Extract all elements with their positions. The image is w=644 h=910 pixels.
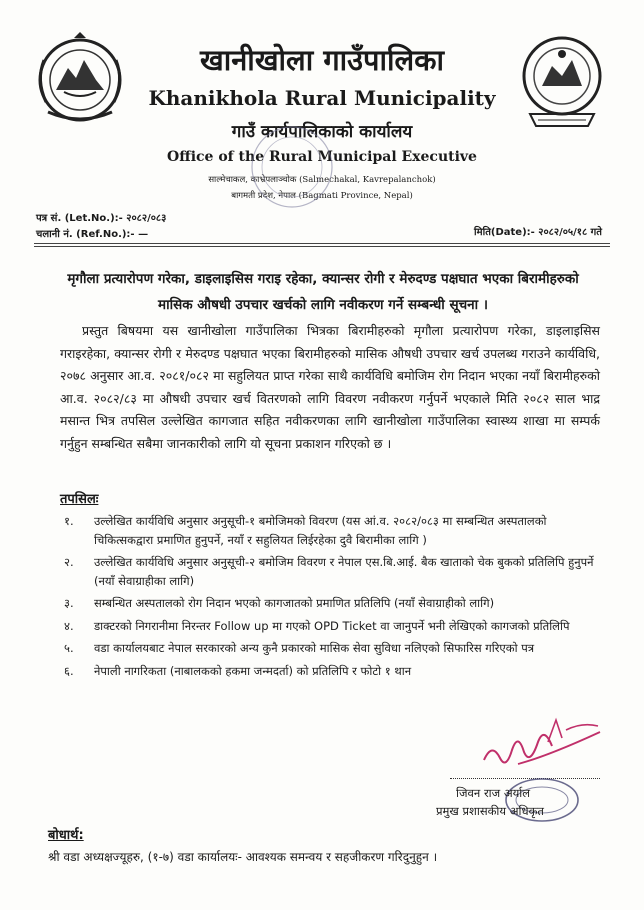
letter-date: मिति(Date):- २०८२/०५/१८ गते bbox=[474, 227, 602, 238]
municipality-title-en: Khanikhola Rural Municipality bbox=[148, 86, 496, 110]
list-item: ६. नेपाली नागरिकता (नाबालकको हकमा जन्मदर्ता) को प्रतिलिपि र फोटो १ थान bbox=[64, 663, 412, 678]
signatory-title: प्रमुख प्रशासकीय अधिकृत bbox=[436, 804, 544, 818]
faint-stamp bbox=[245, 120, 340, 215]
details-heading: तपसिलः bbox=[60, 492, 99, 507]
notice-body-text: प्रस्तुत बिषयमा यस खानीखोला गाउँपालिका भित्रका बिरामीहरुको मृगौला प्रत्यारोपण गरेका, डाइलाइसिस गराइरहेका, क्यान्सर रोगी र मेरुदण्ड पक्षघात भएका बिरामीहरुको मासिक औषधी उपचार खर्च उपलब्ध गराउने कार्यविधि, २०७८ अनुसार आ.व. २०८१/०८२ मा सहुलियत प्राप्त गरेका साथै कार्यविधि बमोजिम रोग निदान भएका नयाँ बिरामीहरुको आ.व. २०८२/८३ मा औषधी उपचार खर्च वितरणको लागि विवरण नवीकरण गर्नुपर्ने भएकाले मिति २०८२ साल भाद्र मसान्त भित्र तपसिल उल्लेखित कागजात सहित नवीकरणका लागि खानीखोला गाउँपालिका स्वास्थ्य शाखा मा सम्पर्क गर्नुहुन सम्बन्धित सबैमा जानकारीको लागि यो सूचना प्रकाशन गरिएको छ । bbox=[60, 323, 600, 451]
requirements-list bbox=[64, 512, 609, 684]
municipality-title-np: खानीखोला गाउँपालिका bbox=[199, 43, 444, 77]
notice-subject: मृगौला प्रत्यारोपण गरेका, डाइलाइसिस गराइ रहेका, क्यान्सर रोगी र मेरुदण्ड पक्षघात भएका बिरामीहरुको मासिक औषधी उपचार खर्चको लागि नवीकरण गर्ने सम्बन्धी सूचना । bbox=[67, 271, 579, 313]
list-item: ४. डाक्टरको निगरानीमा निरन्तर Follow up मा गएको OPD Ticket वा जानुपर्ने भनी लेखिएको कागजको प्रतिलिपि bbox=[64, 618, 570, 633]
handwritten-signature bbox=[478, 712, 608, 776]
list-item: ३. सम्बन्धित अस्पतालको रोग निदान भएको कागजातको प्रमाणित प्रतिलिपि (नयाँ सेवाग्राहीको लागि) bbox=[64, 596, 495, 610]
address-line-2: बागमती प्रदेश, नेपाल (Bagmati Province, Nepal) bbox=[231, 191, 413, 201]
notice-body bbox=[60, 320, 600, 455]
office-title-en: Office of the Rural Municipal Executive bbox=[167, 149, 477, 165]
letter-number: पत्र सं. (Let.No.):- २०८२/०८३ bbox=[36, 213, 167, 224]
cc-text: श्री वडा अध्यक्षज्यूहरु, (१-७) वडा कार्यालयः- आवश्यक समन्वय र सहजीकरण गरिदुनुहुन । bbox=[48, 850, 438, 864]
address-line-1: साल्मेचाकल, काभ्रेपलाञ्चोक (Salmechakal, Kavrepalanchok) bbox=[208, 175, 436, 185]
cc-heading: बोधार्थ: bbox=[48, 828, 84, 843]
list-item: १. उल्लेखित कार्यविधि अनुसार अनुसूची-१ बमोजिमको विवरण (यस आं.व. २०८२/०८३ मा सम्बन्धित अस्पतालको चिकित्सकद्वारा प्रमाणित हुनुपर्ने, नयाँ र सहुलियत लिईरहेका दुवै बिरामीका लागि ) bbox=[64, 514, 547, 547]
office-title-np: गाउँ कार्यपालिकाको कार्यालय bbox=[231, 122, 413, 142]
signatory-name: जिवन राज अर्याल bbox=[456, 786, 531, 800]
header-divider-2 bbox=[34, 246, 610, 247]
list-item: २. उल्लेखित कार्यविधि अनुसार अनुसूची-२ बमोजिम विवरण र नेपाल एस.बि.आई. बैक खाताको चेक बुकको प्रतिलिपि हुनुपर्ने (नयाँ सेवाग्राहीका लागि) bbox=[64, 555, 594, 588]
header-divider bbox=[34, 243, 610, 244]
list-item: ५. वडा कार्यालयबाट नेपाल सरकारको अन्य कुनै प्रकारको मासिक सेवा सुविधा नलिएको सिफारिस गरिएको पत्र bbox=[64, 641, 535, 655]
reference-number: चलानी नं. (Ref.No.):- — bbox=[36, 229, 149, 240]
